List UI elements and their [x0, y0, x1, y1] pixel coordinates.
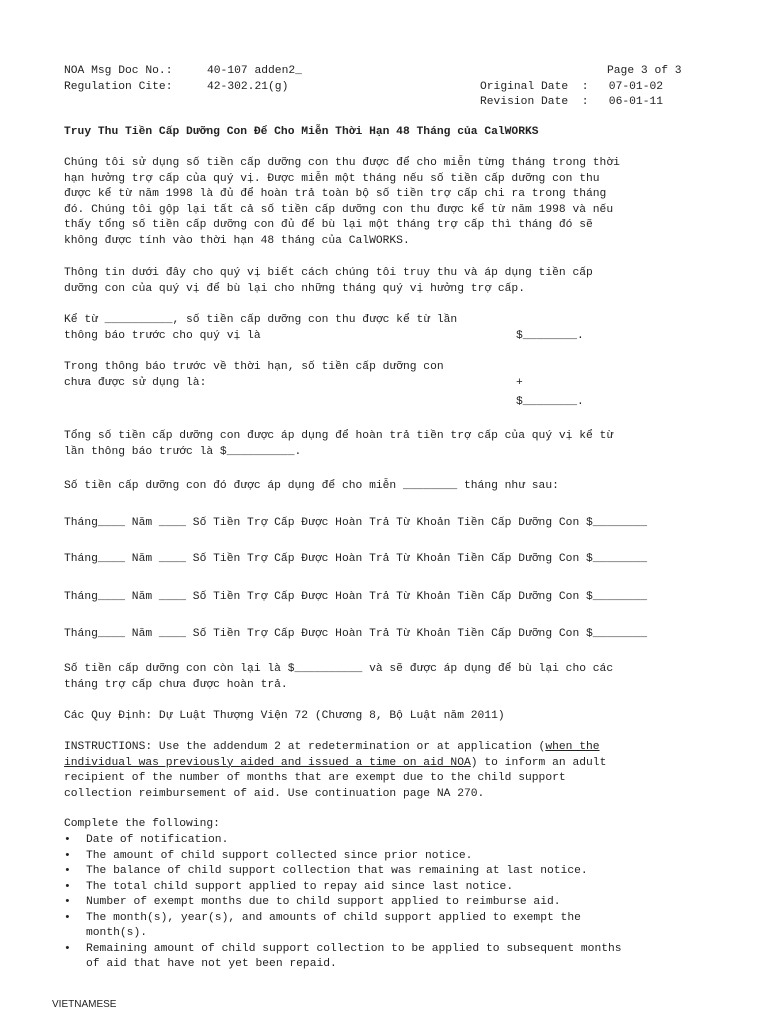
- prior-line-1: Trong thông báo trước về thời hạn, số tiền cấp dưỡng con: [64, 361, 444, 373]
- bullet-text: Number of exempt months due to child support applied to reimburse aid.: [86, 896, 561, 908]
- bullet-text: Date of notification.: [86, 834, 229, 846]
- original-date: Original Date : 07-01-02: [480, 81, 664, 93]
- instructions-suffix: ) to inform an adult recipient of the number of months that are exempt due to the child support collection reimbursement of aid. Use continuation page NA 270.: [64, 756, 607, 800]
- month-row: Tháng____ Năm ____ Số Tiền Trợ Cấp Được Hoàn Trả Từ Khoản Tiền Cấp Dưỡng Con $________: [64, 517, 648, 529]
- list-item: [64, 942, 704, 973]
- bullet-text: The total child support applied to repay aid since last notice.: [86, 880, 514, 893]
- prior-line-2: chưa được sử dụng là:: [64, 377, 207, 389]
- instructions-underlined: when the individual was previously aided and issued a time on aid NOA: [64, 741, 600, 769]
- amount-blank-since: $________.: [516, 330, 584, 342]
- month-row: Tháng____ Năm ____ Số Tiền Trợ Cấp Được Hoàn Trả Từ Khoản Tiền Cấp Dưỡng Con $________: [64, 553, 648, 565]
- bullet-text: The balance of child support collection that was remaining at last notice.: [86, 865, 588, 877]
- revision-date: Revision Date : 06-01-11: [480, 96, 664, 108]
- list-item: [64, 833, 704, 849]
- instructions-paragraph: [64, 740, 704, 802]
- plus-sign: +: [516, 377, 523, 389]
- total-applied-paragraph: Tổng số tiền cấp dưỡng con được áp dụng để hoàn trả tiền trợ cấp của quý vị kể từ lần thông báo trước là $__________.: [64, 430, 614, 458]
- intro-paragraph: Chúng tôi sử dụng số tiền cấp dưỡng con thu được để cho miễn từng tháng trong thời hạn hưởng trợ cấp của quý vị. Được miễn một tháng nếu số tiền cấp dưỡng con thu được kể từ năm 1998 là đủ để hoàn trả toàn bộ số tiền trợ cấp chi ra trong tháng đó. Chúng tôi gộp lại tất cả số tiền cấp dưỡng con thu được kể từ năm 1998 và nếu thấy tổng số tiền cấp dưỡng con đủ để bù lại một tháng trợ cấp thì tháng đó sẽ không được tính vào thời hạn 48 tháng của CalWORKS.: [64, 157, 620, 247]
- instructions-bullet-list: [64, 833, 704, 973]
- page-title: Truy Thu Tiền Cấp Dưỡng Con Để Cho Miễn Thời Hạn 48 Tháng của CalWORKS: [64, 126, 539, 138]
- list-item: [64, 864, 704, 880]
- list-item: [64, 911, 704, 942]
- page-number: Page 3 of 3: [607, 65, 682, 77]
- amount-blank-prior: $________.: [516, 396, 584, 408]
- bullet-text: Remaining amount of child support collection to be applied to subsequent months of aid that have not yet been repaid.: [86, 942, 622, 970]
- info-paragraph: Thông tin dưới đây cho quý vị biết cách chúng tôi truy thu và áp dụng tiền cấp dưỡng con của quý vị để bù lại cho những tháng quý vị hưởng trợ cấp.: [64, 267, 593, 295]
- remaining-paragraph: Số tiền cấp dưỡng con còn lại là $__________ và sẽ được áp dụng để bù lại cho các tháng trợ cấp chưa được hoàn trả.: [64, 663, 614, 691]
- bullet-text: The amount of child support collected since prior notice.: [86, 849, 473, 862]
- complete-heading: Complete the following:: [64, 818, 220, 830]
- language-footer: VIETNAMESE: [52, 999, 117, 1010]
- exempt-months-line: Số tiền cấp dưỡng con đó được áp dụng để cho miễn ________ tháng như sau:: [64, 480, 559, 492]
- bullet-text: The month(s), year(s), and amounts of child support applied to exempt the month(s).: [86, 911, 581, 939]
- doc-no-value: 40-107 adden2_: [207, 65, 302, 77]
- doc-no-label: NOA Msg Doc No.:: [64, 65, 173, 77]
- since-line-1: Kể từ __________, số tiền cấp dưỡng con thu được kể từ lần: [64, 314, 458, 326]
- regulations-line: Các Quy Định: Dự Luật Thượng Viện 72 (Chương 8, Bộ Luật năm 2011): [64, 710, 505, 722]
- instructions-prefix: INSTRUCTIONS: Use the addendum 2 at redetermination or at application (: [64, 741, 546, 753]
- regulation-cite-label: Regulation Cite:: [64, 81, 173, 93]
- month-row: Tháng____ Năm ____ Số Tiền Trợ Cấp Được Hoàn Trả Từ Khoản Tiền Cấp Dưỡng Con $________: [64, 628, 648, 640]
- since-line-2: thông báo trước cho quý vị là: [64, 330, 261, 342]
- list-item: [64, 849, 704, 865]
- list-item: [64, 895, 704, 911]
- list-item: [64, 880, 704, 896]
- month-row: Tháng____ Năm ____ Số Tiền Trợ Cấp Được Hoàn Trả Từ Khoản Tiền Cấp Dưỡng Con $________: [64, 591, 648, 603]
- regulation-cite-value: 42-302.21(g): [207, 81, 289, 93]
